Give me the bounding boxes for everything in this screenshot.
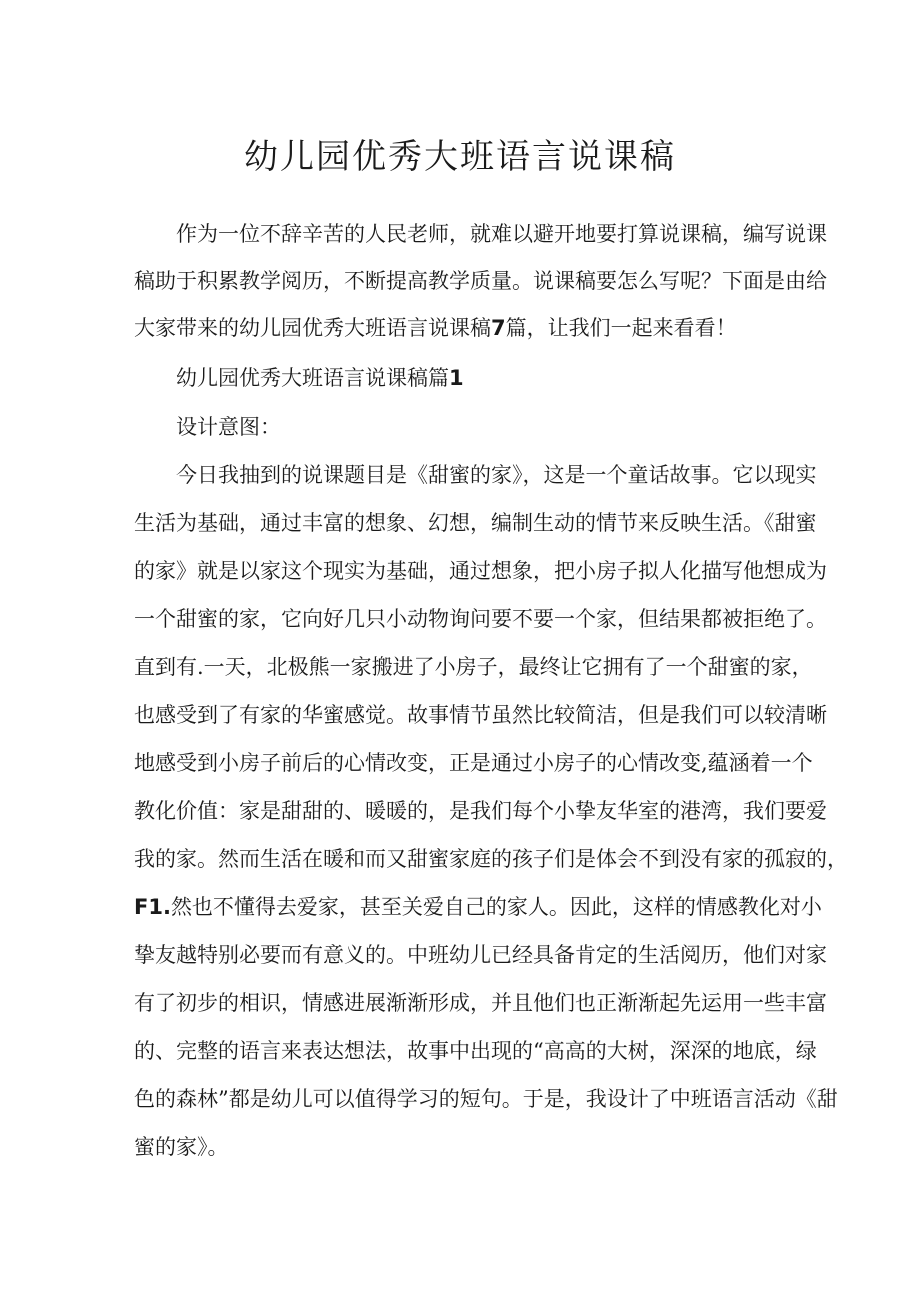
body-line-15: 蜜的家》。: [134, 1135, 229, 1159]
body-line-10: [134, 892, 920, 922]
body-line-3: 的家》就是以家这个现实为基础，通过想象，把小房子拟人化描写他想成为: [134, 559, 827, 583]
body-line-10-text: 然也不懂得去爱家，甚至关爱自己的家人。因此，这样的情感教化对小: [170, 895, 822, 919]
body-line-1: 今日我抽到的说课题目是《甜蜜的家》，这是一个童话故事。它以现实: [176, 463, 817, 487]
body-line-7: 地感受到小房子前后的心情改变，正是通过小房子的心情改变,蕴涵着一个: [134, 751, 813, 775]
body-line-14: 色的森林”都是幼儿可以值得学习的短句。于是，我设计了中班语言活动《甜: [134, 1087, 838, 1111]
body-line-4: 一个甜蜜的家，它向好几只小动物询问要不要一个家，但结果都被拒绝了。: [134, 607, 827, 631]
intro-line-3-tail: 篇，让我们一起来看看！: [505, 316, 737, 340]
section-heading-text: 幼儿园优秀大班语言说课稿篇: [176, 366, 449, 390]
body-line-13: 的、完整的语言来表达想法，故事中出现的“高高的大树，深深的地底，绿: [134, 1039, 817, 1063]
intro-line-1: 作为一位不辞辛苦的人民老师，就难以避开地要打算说课稿，编写说课: [176, 222, 827, 246]
body-line-11: 挚友越特别必要而有意义的。中班幼儿已经具备肯定的生活阅历，他们对家: [134, 943, 827, 967]
body-line-6: 也感受到了有家的华蜜感觉。故事情节虽然比较简洁，但是我们可以较清晰: [134, 703, 827, 727]
intro-line-3: [134, 313, 920, 343]
document-title: 幼儿园优秀大班语言说课稿: [244, 137, 676, 177]
intro-line-3-text: 大家带来的幼儿园优秀大班语言说课稿: [134, 316, 491, 340]
body-line-2: 生活为基础，通过丰富的想象、幻想，编制生动的情节来反映生活。《甜蜜: [134, 511, 817, 535]
design-intent-heading: 设计意图：: [176, 415, 281, 439]
article-count: 7: [491, 316, 506, 340]
body-line-8: 教化价值：家是甜甜的、暖暖的，是我们每个小挚友华室的港湾，我们要爱: [134, 799, 827, 823]
body-line-9: 我的家。然而生活在暖和而又甜蜜家庭的孩子们是体会不到没有家的孤寂的，: [134, 847, 848, 871]
body-line-10-prefix: F1.: [134, 895, 171, 919]
section-heading: [176, 363, 920, 393]
body-line-12: 有了初步的相识，情感进展渐渐形成，并且他们也正渐渐起先运用一些丰富: [134, 991, 827, 1015]
intro-line-2: 稿助于积累教学阅历，不断提高教学质量。说课稿要怎么写呢？下面是由给: [134, 269, 827, 293]
body-line-5: 直到有.一天，北极熊一家搬进了小房子，最终让它拥有了一个甜蜜的家，: [134, 655, 813, 679]
section-number: 1: [449, 366, 464, 390]
